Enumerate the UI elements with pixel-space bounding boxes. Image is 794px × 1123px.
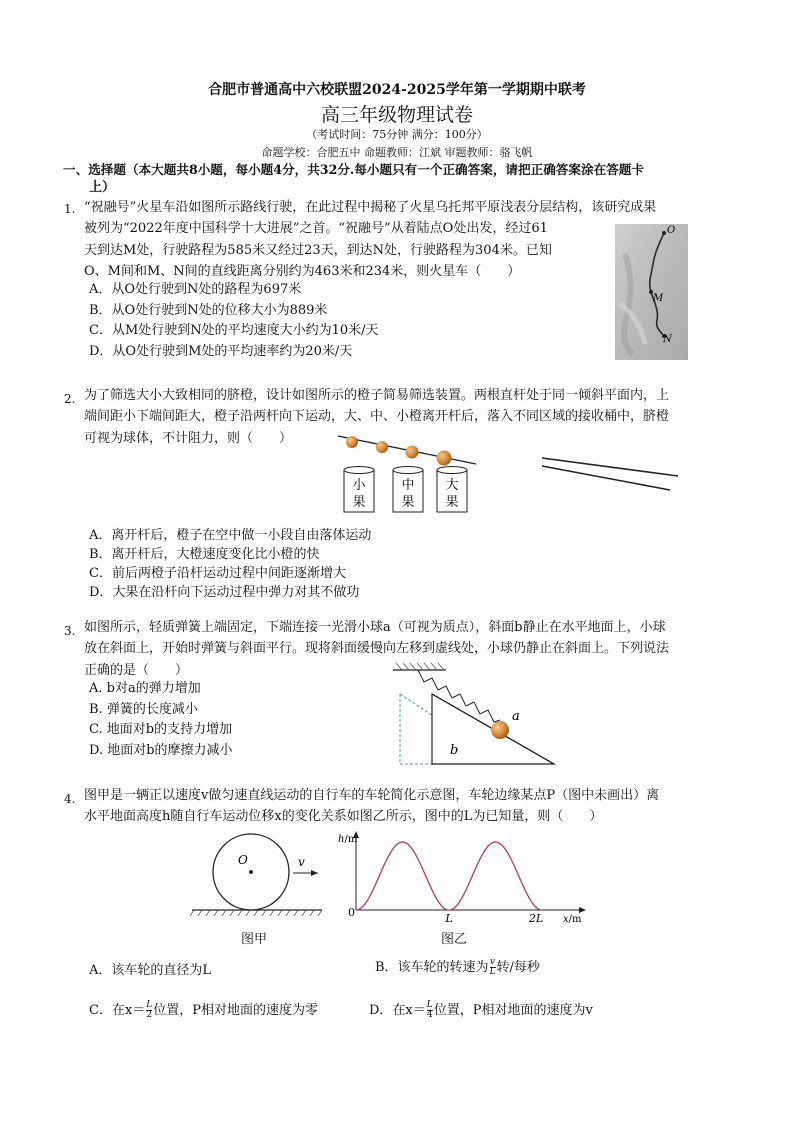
- q4-option-b-post: 转/每秒: [496, 960, 540, 975]
- y-axis-label: h/m: [338, 834, 358, 845]
- q4-option-d-fraction: [427, 1001, 433, 1020]
- q4-option-c-fraction: [146, 1001, 152, 1020]
- tick-2l-label: 2L: [528, 912, 544, 924]
- q4-option-d[interactable]: [369, 1001, 593, 1021]
- q1-line: “祝融号”火星车沿如图所示路线行驶，在此过程中揭秘了火星乌托邦平原浅表分层结构，该研究成果: [84, 200, 657, 215]
- figure-b-caption: 图乙: [441, 932, 468, 947]
- bin-medium-label-2: 果: [401, 495, 415, 510]
- ground-hatch: [190, 910, 322, 916]
- exam-authors: 命题学校：合肥五中 命题教师：江斌 审题教师：骆飞帆: [261, 146, 533, 159]
- point-o-marker: [662, 231, 666, 235]
- question-2-number: 2.: [64, 392, 76, 406]
- q2-option-b[interactable]: B．离开杆后，大橙速度变化比小橙的快: [89, 547, 320, 562]
- bin-small-label-1: 小: [352, 478, 366, 493]
- q4-option-d-post: 位置，P相对地面的速度为v: [433, 1003, 593, 1018]
- q4-option-c-numerator: L: [146, 1000, 153, 1010]
- q4-option-c-pre: C．在x＝: [89, 1003, 146, 1018]
- orange-medium: [406, 446, 419, 459]
- mars-route-figure: [615, 224, 688, 360]
- q3-option-d[interactable]: D. 地面对b的摩擦力减小: [89, 742, 233, 758]
- q1-line: 被列为“2022年度中国科学十大进展”之首。“祝融号”从着陆点O处出发，经过61: [84, 221, 548, 237]
- q4-option-c-denominator: 2: [146, 1010, 153, 1020]
- x-axis-label: x/m: [563, 914, 582, 924]
- section-heading-line2: 上）: [89, 180, 116, 195]
- q2-line: 为了筛选大小大致相同的脐橙，设计如图所示的橙子简易筛选装置。两根直杆处于同一倾斜平面内，上: [84, 388, 670, 403]
- orange-large: [437, 451, 452, 466]
- exam-title: 合肥市普通高中六校联盟2024-2025学年第一学期期中联考: [208, 82, 586, 98]
- origin-label: 0: [348, 906, 355, 919]
- height-displacement-graph: [336, 828, 596, 924]
- section-heading: [63, 161, 723, 197]
- height-curve: [356, 842, 542, 910]
- bin-large-label-2: 果: [445, 495, 459, 510]
- label-n: N: [663, 334, 672, 345]
- spring-incline-figure: [388, 660, 560, 768]
- question-1-stem: [84, 197, 656, 282]
- orange-sorter-figure: [330, 432, 690, 514]
- q2-option-d[interactable]: D．大果在沿杆向下运动过程中弹力对其不做功: [89, 585, 360, 600]
- q4-option-b-fraction: [490, 958, 496, 977]
- q4-option-c[interactable]: [89, 1001, 318, 1021]
- q4-option-d-pre: D．在x＝: [369, 1003, 426, 1018]
- bin-large-label-1: 大: [445, 478, 459, 493]
- bin-medium: [393, 467, 423, 513]
- label-m: M: [653, 293, 664, 304]
- q1-option-c[interactable]: C．从M处行驶到N处的平均速度大小约为10米/天: [89, 323, 379, 338]
- q1-option-a[interactable]: A．从O处行驶到N处的路程为697米: [89, 282, 302, 297]
- question-4-number: 4.: [64, 792, 76, 806]
- q4-option-b[interactable]: [375, 958, 540, 978]
- question-1-options: [89, 280, 379, 362]
- q4-option-a[interactable]: A．该车轮的直径为L: [89, 963, 212, 978]
- question-1-number: 1.: [64, 202, 76, 216]
- tick-l-label: L: [445, 912, 453, 924]
- q1-line: O、M间和M、N间的直线距离分别约为463米和234米，则火星车（ ）: [84, 263, 521, 279]
- wheel-center-label: O: [238, 853, 248, 867]
- section-heading-line1: 一、选择题（本大题共8小题，每小题4分，共32分.每小题只有一个正确答案，请把正确答案涂在答题卡: [63, 162, 644, 177]
- q4-option-d-denominator: 4: [426, 1010, 433, 1020]
- label-o: O: [667, 225, 676, 236]
- bin-small-label-2: 果: [352, 495, 366, 510]
- q3-line: 放在斜面上，开始时弹簧与斜面平行。现将斜面缓慢向左移到虚线处，小球仍静止在斜面上。下列说法: [84, 641, 670, 657]
- q4-option-b-numerator: v: [490, 957, 496, 967]
- orange-small: [346, 436, 358, 448]
- question-2-options: [89, 526, 371, 602]
- rod-top-view-2: [542, 466, 670, 490]
- q3-line: 如图所示，轻质弹簧上端固定，下端连接一光滑小球a（可视为质点），斜面b静止在水平地面上，小球: [84, 620, 666, 635]
- q3-option-b[interactable]: B. 弹簧的长度减小: [89, 701, 198, 717]
- figure-a-caption: 图甲: [241, 932, 268, 947]
- q2-line: 可视为球体，不计阻力，则（ ）: [84, 430, 293, 446]
- orange-small: [376, 441, 388, 453]
- question-3-stem: [84, 617, 669, 681]
- q4-option-c-post: 位置，P相对地面的速度为零: [153, 1003, 319, 1018]
- q4-option-b-denominator: L: [489, 967, 496, 977]
- bin-large: [437, 467, 467, 513]
- q2-option-a[interactable]: A．离开杆后，橙子在空中做一小段自由落体运动: [89, 528, 372, 543]
- q1-line: 天到达M处，行驶路程为585米又经过23天，到达N处，行驶路程为304米。已知: [84, 242, 552, 258]
- question-3-number: 3.: [64, 624, 76, 638]
- exam-info: （考试时间：75分钟 满分：100分）: [306, 128, 488, 141]
- q4-line: 水平地面高度h随自行车运动位移x的变化关系如图乙所示，图中的L为已知量，则（ ）: [84, 809, 603, 825]
- ceiling-hatch: [396, 663, 444, 670]
- rod-top-view-1: [542, 458, 678, 476]
- q4-option-b-pre: B．该车轮的转速为: [375, 960, 489, 975]
- q3-option-a[interactable]: A. b对a的弹力增加: [89, 681, 201, 696]
- q4-line: 图甲是一辆正以速度v做匀速直线运动的自行车的车轮简化示意图，车轮边缘某点P（图中未画出）离: [84, 788, 660, 803]
- label-a: a: [512, 709, 520, 724]
- q3-option-c[interactable]: C. 地面对b的支持力增加: [89, 722, 233, 737]
- wheel-figure: [190, 826, 325, 916]
- paper-title: 高三年级物理试卷: [320, 104, 473, 126]
- q3-line: 正确的是（ ）: [84, 662, 189, 678]
- q2-option-c[interactable]: C．前后两橙子沿杆运动过程中间距逐渐增大: [89, 566, 346, 581]
- q1-option-b[interactable]: B．从O处行驶到N处的位移大小为889米: [89, 302, 328, 318]
- bin-small: [344, 467, 374, 513]
- q2-line: 端间距小下端间距大，橙子沿两杆向下运动，大、中、小橙离开杆后，落入不同区域的接收桶中，脐橙: [84, 409, 670, 425]
- q4-option-d-numerator: L: [426, 1000, 433, 1010]
- wheel-center: [249, 870, 253, 874]
- velocity-label: v: [298, 855, 305, 869]
- question-3-options: [89, 679, 233, 761]
- label-b: b: [450, 743, 459, 758]
- ball-a: [491, 721, 509, 739]
- q1-option-d[interactable]: D．从O处行驶到M处的平均速率约为20米/天: [89, 343, 353, 359]
- question-4-stem: [84, 785, 659, 828]
- bin-medium-label-1: 中: [401, 478, 415, 493]
